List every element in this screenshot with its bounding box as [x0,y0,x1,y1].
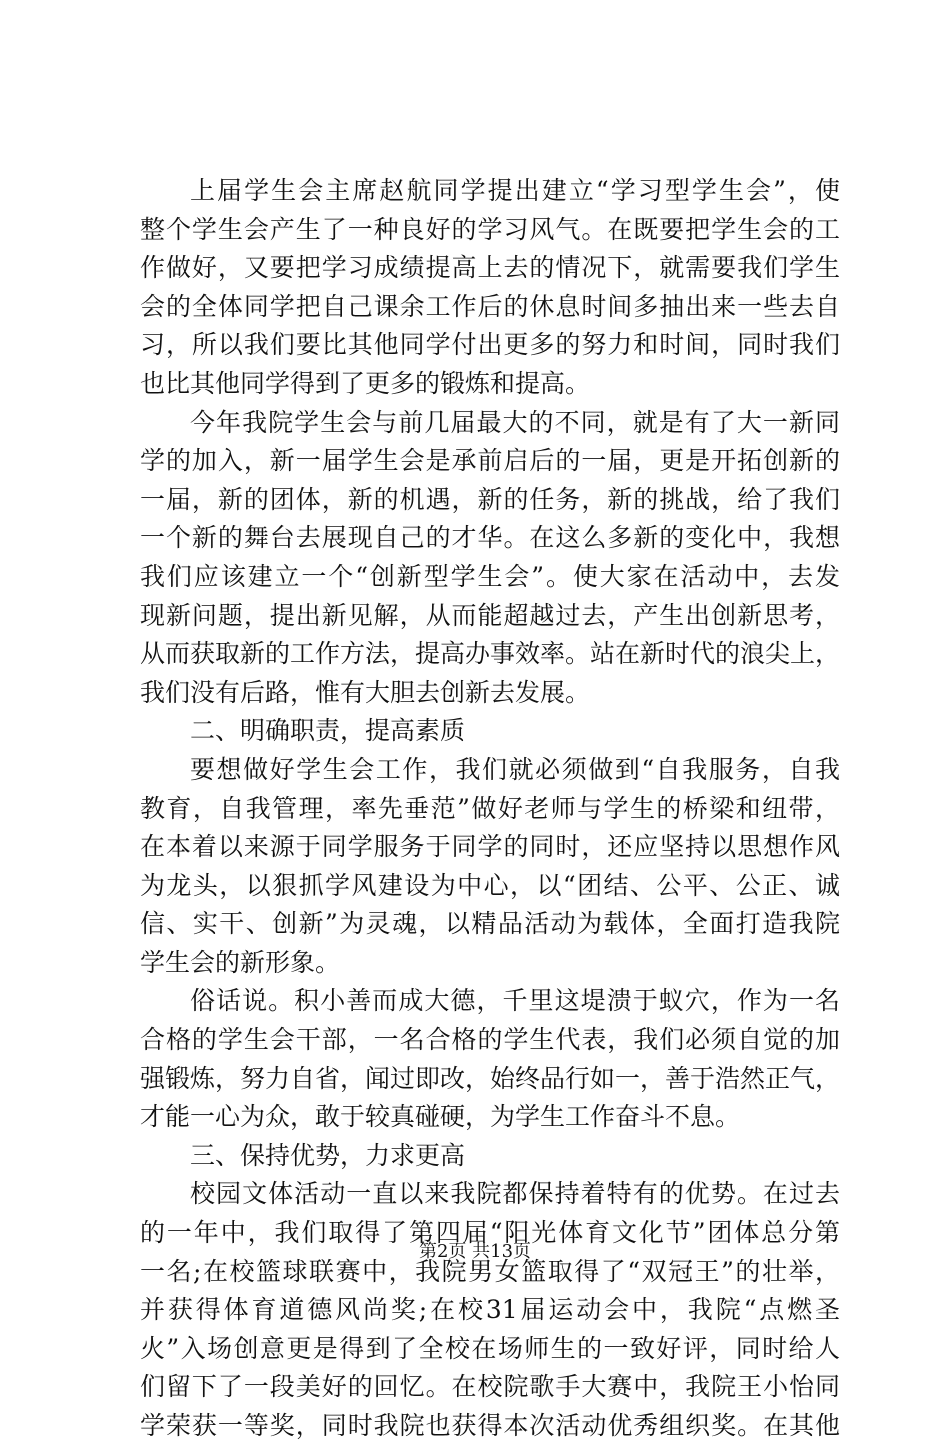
text-line: 校园文体活动一直以来我院都保持着特有的优势。在过去 [190,1179,840,1209]
text-line: 学荣获一等奖，同时我院也获得本次活动优秀组织奖。在其他 [140,1411,840,1440]
text-line: 要想做好学生会工作，我们就必须做到“自我服务，自我 [190,754,840,784]
text-line: 们留下了一段美好的回忆。在校院歌手大赛中，我院王小怡同 [140,1372,840,1402]
text-line: 会的全体同学把自己课余工作后的休息时间多抽出来一些去自 [140,291,840,321]
text-line: 信、实干、创新”为灵魂，以精品活动为载体，全面打造我院 [140,909,840,939]
text-line: 从而获取新的工作方法，提高办事效率。站在新时代的浪尖上， [140,639,840,669]
text-line: 并获得体育道德风尚奖;在校31届运动会中，我院“点燃圣 [140,1295,840,1325]
text-line: 三、保持优势，力求更高 [190,1140,466,1170]
text-line: 在本着以来源于同学服务于同学的同时，还应坚持以思想作风 [140,832,840,862]
text-line: 强锻炼，努力自省，闻过即改，始终品行如一，善于浩然正气， [140,1063,840,1093]
text-line: 我们应该建立一个“创新型学生会”。使大家在活动中，去发 [140,561,840,591]
text-line: 上届学生会主席赵航同学提出建立“学习型学生会”，使 [190,176,840,205]
text-line: 我们没有后路，惟有大胆去创新去发展。 [140,677,591,707]
page-number-footer: 第2页 共13页 [418,1241,532,1262]
text-line: 一届，新的团体，新的机遇，新的任务，新的挑战，给了我们 [140,484,840,514]
text-line: 合格的学生会干部，一名合格的学生代表，我们必须自觉的加 [140,1025,840,1055]
text-line: 为龙头，以狠抓学风建设为中心，以“团结、公平、公正、诚 [140,870,840,900]
text-line: 学的加入，新一届学生会是承前启后的一届，更是开拓创新的 [140,446,840,476]
text-line: 俗话说。积小善而成大德，千里这堤溃于蚁穴，作为一名 [190,986,840,1016]
text-line: 教育，自我管理，率先垂范”做好老师与学生的桥梁和纽带， [140,793,840,823]
text-line: 今年我院学生会与前几届最大的不同，就是有了大一新同 [190,407,840,437]
text-line: 学生会的新形象。 [140,947,341,977]
text-line: 习，所以我们要比其他同学付出更多的努力和时间，同时我们 [140,330,840,360]
text-line: 的一年中，我们取得了第四届“阳光体育文化节”团体总分第 [140,1218,840,1248]
text-line: 一名;在校篮球联赛中，我院男女篮取得了“双冠王”的壮举， [140,1256,840,1286]
text-line: 才能一心为众，敢于较真碰硬，为学生工作奋斗不息。 [140,1102,741,1132]
text-line: 火”入场创意更是得到了全校在场师生的一致好评，同时给人 [140,1333,840,1363]
text-line: 也比其他同学得到了更多的锻炼和提高。 [140,368,591,398]
text-line: 一个新的舞台去展现自己的才华。在这么多新的变化中，我想 [140,523,840,553]
text-line: 整个学生会产生了一种良好的学习风气。在既要把学生会的工 [140,214,840,244]
text-line: 现新问题，提出新见解，从而能超越过去，产生出创新思考， [140,600,840,630]
text-line: 作做好，又要把学习成绩提高上去的情况下，就需要我们学生 [140,253,840,283]
text-line: 二、明确职责，提高素质 [190,716,466,746]
